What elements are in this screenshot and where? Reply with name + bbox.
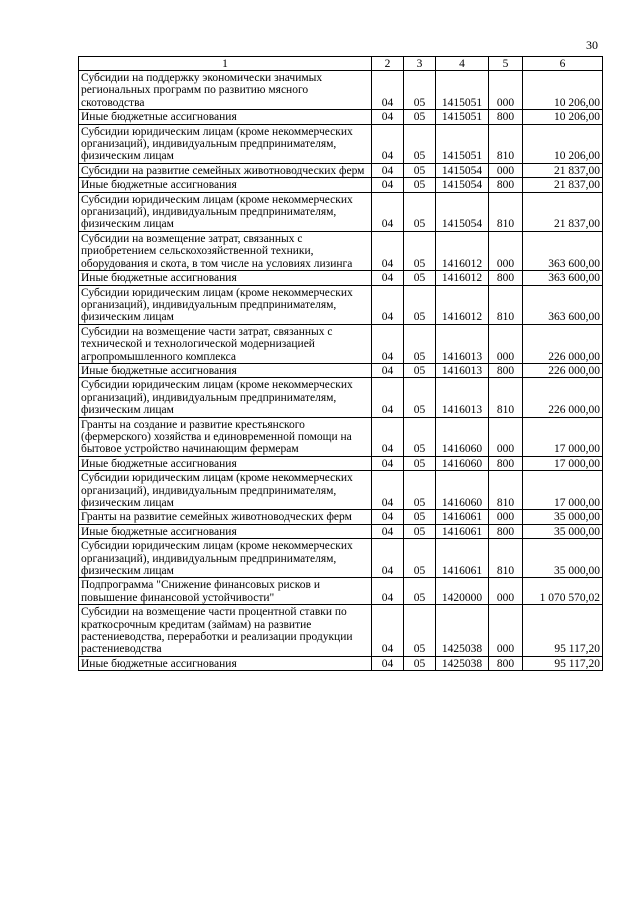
target-article-cell: 1416013	[436, 378, 489, 417]
subsection-code-cell: 05	[404, 271, 436, 285]
amount-cell: 363 600,00	[523, 231, 603, 270]
section-code-cell: 04	[372, 192, 404, 231]
target-article-cell: 1416061	[436, 539, 489, 578]
table-row	[79, 71, 603, 110]
subsection-code-cell: 05	[404, 231, 436, 270]
amount-cell: 17 000,00	[523, 471, 603, 510]
row-name-cell: Подпрограмма "Снижение финансовых рисков и повышение финансовой устойчивости"	[79, 578, 372, 605]
amount-cell: 226 000,00	[523, 363, 603, 377]
target-article-cell: 1415054	[436, 163, 489, 177]
row-name-cell: Иные бюджетные ассигнования	[79, 271, 372, 285]
target-article-cell: 1416060	[436, 471, 489, 510]
amount-cell: 95 117,20	[523, 605, 603, 657]
row-name-cell: Субсидии юридическим лицам (кроме некоммерческих организаций), индивидуальным предпринимателям, физическим лицам	[79, 471, 372, 510]
target-article-cell: 1416013	[436, 324, 489, 363]
amount-cell: 226 000,00	[523, 378, 603, 417]
table-body	[79, 71, 603, 671]
expense-type-cell: 000	[489, 417, 523, 456]
subsection-code-cell: 05	[404, 417, 436, 456]
column-header: 5	[489, 57, 523, 71]
row-name-cell: Иные бюджетные ассигнования	[79, 110, 372, 124]
subsection-code-cell: 05	[404, 378, 436, 417]
table-row	[79, 324, 603, 363]
target-article-cell: 1425038	[436, 656, 489, 670]
section-code-cell: 04	[372, 71, 404, 110]
subsection-code-cell: 05	[404, 471, 436, 510]
table-row	[79, 524, 603, 538]
section-code-cell: 04	[372, 378, 404, 417]
table-row	[79, 510, 603, 524]
target-article-cell: 1416013	[436, 363, 489, 377]
row-name-cell: Иные бюджетные ассигнования	[79, 524, 372, 538]
page-number: 30	[586, 38, 598, 52]
expense-type-cell: 000	[489, 71, 523, 110]
target-article-cell: 1415054	[436, 192, 489, 231]
amount-cell: 21 837,00	[523, 178, 603, 192]
expense-type-cell: 800	[489, 656, 523, 670]
amount-cell: 363 600,00	[523, 271, 603, 285]
expense-type-cell: 000	[489, 578, 523, 605]
amount-cell: 226 000,00	[523, 324, 603, 363]
subsection-code-cell: 05	[404, 110, 436, 124]
row-name-cell: Субсидии юридическим лицам (кроме некоммерческих организаций), индивидуальным предпринимателям, физическим лицам	[79, 539, 372, 578]
expense-type-cell: 800	[489, 110, 523, 124]
amount-cell: 35 000,00	[523, 539, 603, 578]
subsection-code-cell: 05	[404, 324, 436, 363]
row-name-cell: Субсидии на возмещение затрат, связанных с приобретением сельскохозяйственной техники, оборудования и скота, в том числе на условиях лизинга	[79, 231, 372, 270]
expense-type-cell: 800	[489, 363, 523, 377]
column-header: 3	[404, 57, 436, 71]
section-code-cell: 04	[372, 539, 404, 578]
table-row	[79, 605, 603, 657]
amount-cell: 21 837,00	[523, 192, 603, 231]
row-name-cell: Субсидии юридическим лицам (кроме некоммерческих организаций), индивидуальным предпринимателям, физическим лицам	[79, 124, 372, 163]
target-article-cell: 1416012	[436, 271, 489, 285]
expense-type-cell: 810	[489, 192, 523, 231]
target-article-cell: 1425038	[436, 605, 489, 657]
subsection-code-cell: 05	[404, 510, 436, 524]
table-row	[79, 471, 603, 510]
subsection-code-cell: 05	[404, 456, 436, 470]
table-row	[79, 124, 603, 163]
subsection-code-cell: 05	[404, 285, 436, 324]
table-row	[79, 456, 603, 470]
table-row	[79, 163, 603, 177]
section-code-cell: 04	[372, 110, 404, 124]
section-code-cell: 04	[372, 656, 404, 670]
row-name-cell: Иные бюджетные ассигнования	[79, 178, 372, 192]
expense-type-cell: 000	[489, 510, 523, 524]
section-code-cell: 04	[372, 363, 404, 377]
table-row	[79, 417, 603, 456]
expense-type-cell: 810	[489, 378, 523, 417]
amount-cell: 21 837,00	[523, 163, 603, 177]
row-name-cell: Субсидии юридическим лицам (кроме некоммерческих организаций), индивидуальным предпринимателям, физическим лицам	[79, 285, 372, 324]
row-name-cell: Субсидии юридическим лицам (кроме некоммерческих организаций), индивидуальным предпринимателям, физическим лицам	[79, 192, 372, 231]
target-article-cell: 1416012	[436, 231, 489, 270]
expense-type-cell: 800	[489, 178, 523, 192]
expense-type-cell: 000	[489, 605, 523, 657]
target-article-cell: 1416060	[436, 456, 489, 470]
expense-type-cell: 000	[489, 163, 523, 177]
section-code-cell: 04	[372, 524, 404, 538]
section-code-cell: 04	[372, 578, 404, 605]
section-code-cell: 04	[372, 271, 404, 285]
row-name-cell: Иные бюджетные ассигнования	[79, 456, 372, 470]
amount-cell: 10 206,00	[523, 71, 603, 110]
target-article-cell: 1415051	[436, 124, 489, 163]
row-name-cell: Иные бюджетные ассигнования	[79, 363, 372, 377]
amount-cell: 35 000,00	[523, 524, 603, 538]
target-article-cell: 1415051	[436, 71, 489, 110]
header-row	[79, 57, 603, 71]
budget-table	[78, 56, 603, 671]
section-code-cell: 04	[372, 163, 404, 177]
table-row	[79, 192, 603, 231]
amount-cell: 17 000,00	[523, 417, 603, 456]
expense-type-cell: 810	[489, 124, 523, 163]
target-article-cell: 1416061	[436, 524, 489, 538]
row-name-cell: Субсидии на поддержку экономически значимых региональных программ по развитию мясного скотоводства	[79, 71, 372, 110]
section-code-cell: 04	[372, 231, 404, 270]
table-row	[79, 539, 603, 578]
section-code-cell: 04	[372, 285, 404, 324]
expense-type-cell: 800	[489, 456, 523, 470]
expense-type-cell: 810	[489, 471, 523, 510]
subsection-code-cell: 05	[404, 124, 436, 163]
section-code-cell: 04	[372, 324, 404, 363]
expense-type-cell: 810	[489, 285, 523, 324]
amount-cell: 1 070 570,02	[523, 578, 603, 605]
target-article-cell: 1420000	[436, 578, 489, 605]
column-header: 6	[523, 57, 603, 71]
subsection-code-cell: 05	[404, 192, 436, 231]
expense-type-cell: 000	[489, 231, 523, 270]
row-name-cell: Гранты на развитие семейных животноводческих ферм	[79, 510, 372, 524]
subsection-code-cell: 05	[404, 524, 436, 538]
subsection-code-cell: 05	[404, 605, 436, 657]
subsection-code-cell: 05	[404, 71, 436, 110]
subsection-code-cell: 05	[404, 539, 436, 578]
expense-type-cell: 000	[489, 324, 523, 363]
target-article-cell: 1416012	[436, 285, 489, 324]
section-code-cell: 04	[372, 471, 404, 510]
section-code-cell: 04	[372, 178, 404, 192]
table-row	[79, 378, 603, 417]
target-article-cell: 1416061	[436, 510, 489, 524]
row-name-cell: Гранты на создание и развитие крестьянского (фермерского) хозяйства и единовременной помощи на бытовое устройство начинающим фермерам	[79, 417, 372, 456]
table-row	[79, 656, 603, 670]
table-row	[79, 110, 603, 124]
row-name-cell: Субсидии на развитие семейных животноводческих ферм	[79, 163, 372, 177]
target-article-cell: 1416060	[436, 417, 489, 456]
column-header: 4	[436, 57, 489, 71]
column-header: 1	[79, 57, 372, 71]
column-header: 2	[372, 57, 404, 71]
section-code-cell: 04	[372, 510, 404, 524]
subsection-code-cell: 05	[404, 578, 436, 605]
section-code-cell: 04	[372, 417, 404, 456]
amount-cell: 10 206,00	[523, 110, 603, 124]
section-code-cell: 04	[372, 605, 404, 657]
subsection-code-cell: 05	[404, 163, 436, 177]
amount-cell: 10 206,00	[523, 124, 603, 163]
subsection-code-cell: 05	[404, 656, 436, 670]
row-name-cell: Субсидии юридическим лицам (кроме некоммерческих организаций), индивидуальным предпринимателям, физическим лицам	[79, 378, 372, 417]
table-row	[79, 231, 603, 270]
row-name-cell: Субсидии на возмещение части процентной ставки по краткосрочным кредитам (займам) на развитие растениеводства, переработки и реализации продукции растениеводства	[79, 605, 372, 657]
row-name-cell: Иные бюджетные ассигнования	[79, 656, 372, 670]
expense-type-cell: 810	[489, 539, 523, 578]
expense-type-cell: 800	[489, 524, 523, 538]
section-code-cell: 04	[372, 456, 404, 470]
table-row	[79, 363, 603, 377]
target-article-cell: 1415051	[436, 110, 489, 124]
section-code-cell: 04	[372, 124, 404, 163]
row-name-cell: Субсидии на возмещение части затрат, связанных с технической и технологической модернизацией агропромышленного комплекса	[79, 324, 372, 363]
table-row	[79, 178, 603, 192]
amount-cell: 17 000,00	[523, 456, 603, 470]
amount-cell: 363 600,00	[523, 285, 603, 324]
table-row	[79, 578, 603, 605]
amount-cell: 95 117,20	[523, 656, 603, 670]
table-row	[79, 271, 603, 285]
expense-type-cell: 800	[489, 271, 523, 285]
subsection-code-cell: 05	[404, 178, 436, 192]
target-article-cell: 1415054	[436, 178, 489, 192]
subsection-code-cell: 05	[404, 363, 436, 377]
table-row	[79, 285, 603, 324]
amount-cell: 35 000,00	[523, 510, 603, 524]
